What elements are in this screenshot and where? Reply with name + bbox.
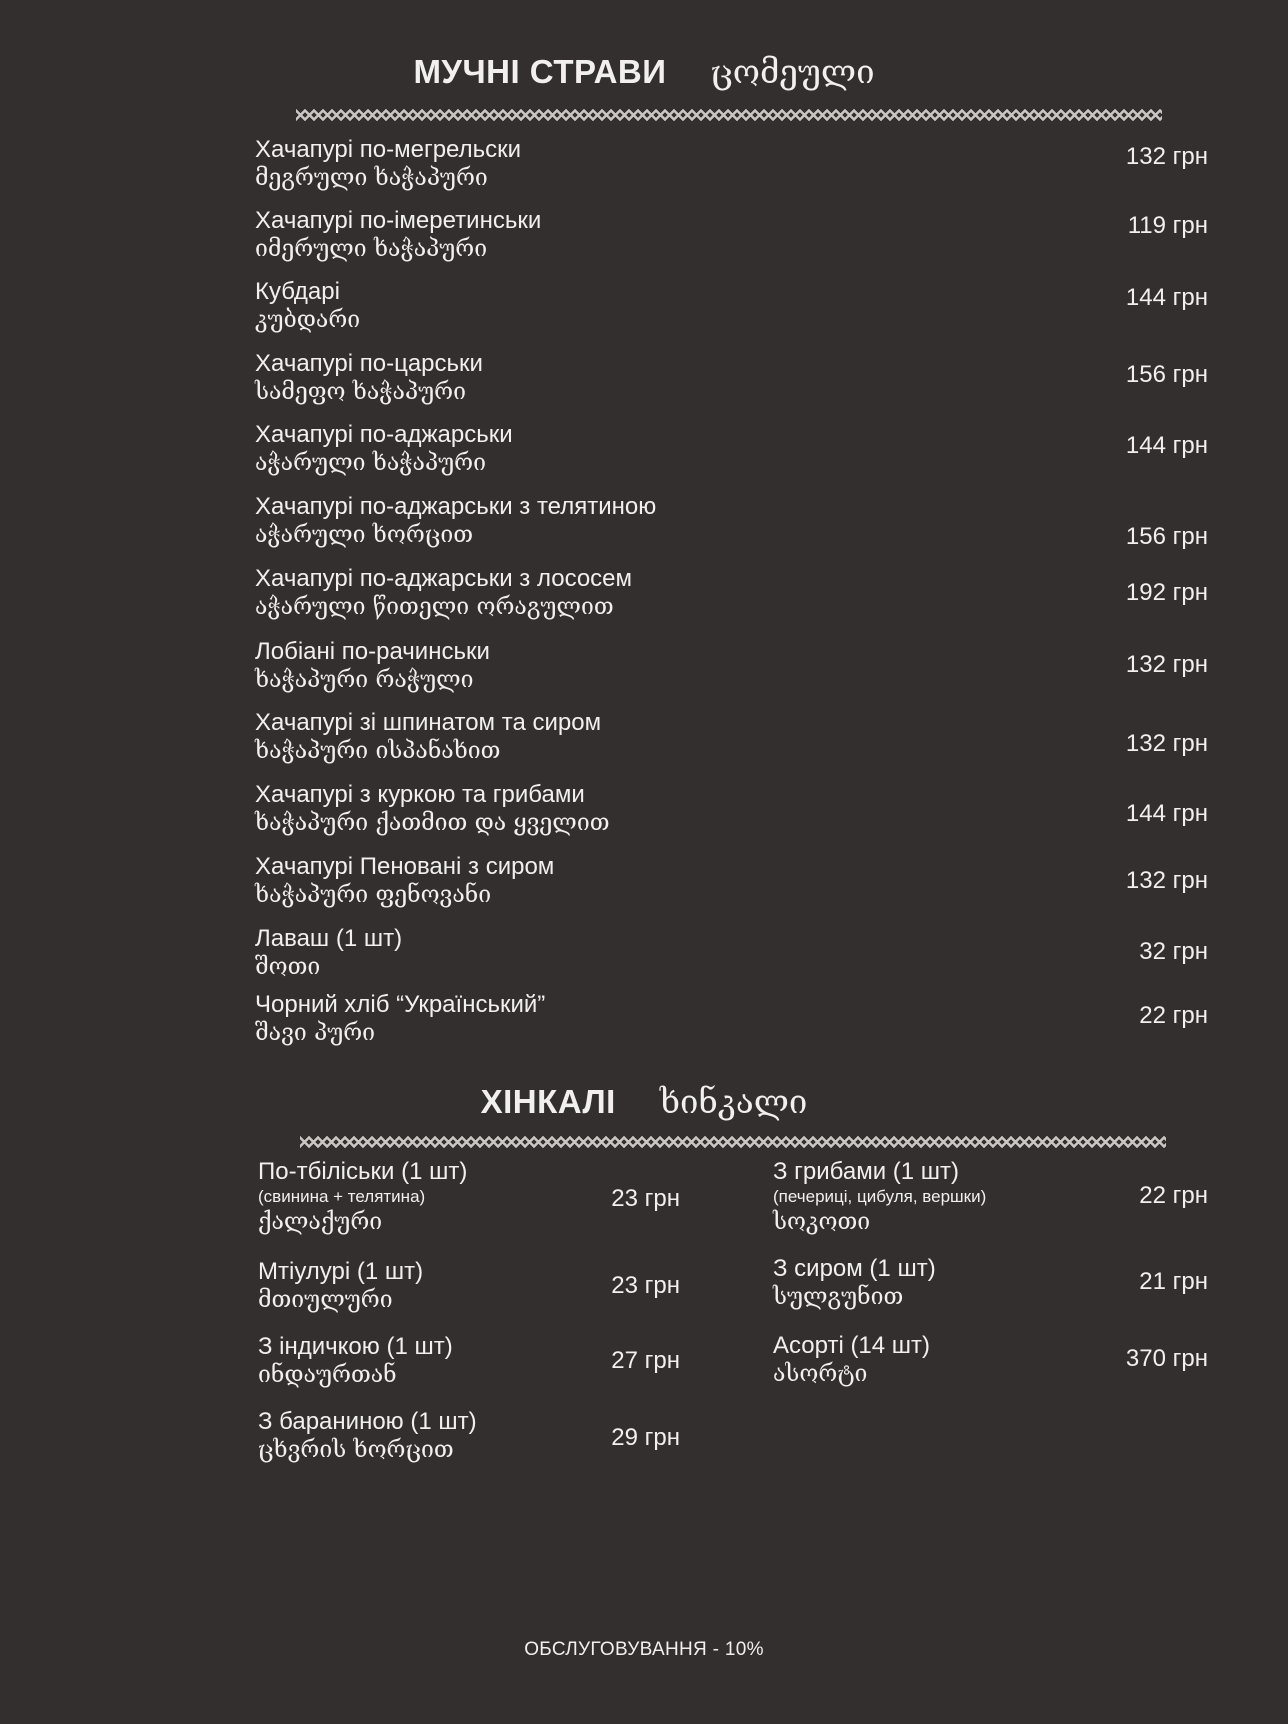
menu-item-price: 144 грн (1125, 284, 1208, 311)
menu-item-name-uk: Хачапурі по-мегрельски (255, 136, 522, 163)
menu-item-name-uk: З грибами (1 шт) (773, 1158, 960, 1185)
section-title-flour-dishes (0, 52, 1288, 91)
section-title-uk: ХІНКАЛІ (480, 1083, 616, 1120)
menu-item-name-uk: Хачапурі по-аджарськи з телятиною (255, 493, 657, 520)
menu-item-name-ka: კუბდარი (255, 307, 361, 333)
menu-item (255, 206, 541, 264)
menu-item-name-ka: სამეფო ხაჭაპური (255, 379, 466, 405)
menu-item (255, 135, 521, 193)
menu-item-price: 32 грн (1139, 938, 1208, 965)
menu-item-name-ka: აჭარული ხორცით (255, 522, 474, 548)
menu-item-price: 144 грн (1125, 432, 1208, 459)
menu-item-name-ka: ხაჭაპური ფენოვანი (255, 882, 492, 908)
menu-item (773, 1331, 930, 1389)
menu-item-price: 29 грн (611, 1424, 680, 1451)
section-title-khinkali (0, 1082, 1288, 1121)
menu-item-name-uk: Мтіулурі (1 шт) (258, 1258, 424, 1285)
menu-item-price: 156 грн (1125, 361, 1208, 388)
menu-item-name-ka: სულგუნით (773, 1284, 904, 1310)
menu-item-name-ka: შოთი (255, 954, 321, 980)
section-title-ka: ცომეული (710, 52, 875, 91)
menu-item-name-ka: აჭარული წითელი ორაგულით (255, 594, 614, 620)
menu-item-name-ka: სოკოთი (773, 1209, 871, 1235)
menu-item (255, 780, 610, 838)
menu-item (773, 1157, 986, 1237)
section-title-uk: МУЧНІ СТРАВИ (413, 53, 667, 90)
menu-item-price: 22 грн (1139, 1182, 1208, 1209)
menu-item-name-ka: იმერული ხაჭაპური (255, 236, 488, 262)
menu-item-price: 23 грн (611, 1185, 680, 1212)
menu-item (255, 420, 513, 478)
menu-item-note: (свинина + телятина) (258, 1187, 426, 1206)
menu-item (258, 1157, 467, 1237)
menu-item (255, 492, 656, 550)
menu-item-name-uk: Хачапурі по-аджарськи (255, 421, 513, 448)
menu-item-name-uk: Чорний хліб “Український” (255, 991, 546, 1018)
menu-item-name-uk: Хачапурі зі шпинатом та сиром (255, 709, 602, 736)
menu-item (255, 990, 545, 1048)
ornamental-divider (296, 109, 1162, 121)
menu-item-name-uk: Лобіані по-рачинськи (255, 638, 490, 665)
menu-item-price: 144 грн (1125, 800, 1208, 827)
menu-item (773, 1254, 936, 1312)
menu-item-name-ka: ხაჭაპური რაჭული (255, 667, 474, 693)
menu-item-name-ka: ხაჭაპური ქათმით და ყველით (255, 810, 610, 836)
menu-item-name-ka: აჭარული ხაჭაპური (255, 450, 486, 476)
menu-item-name-ka: ქალაქური (258, 1209, 383, 1235)
menu-item-note: (печериці, цибуля, вершки) (773, 1187, 987, 1206)
section-title-ka: ხინკალი (659, 1082, 808, 1121)
menu-item-name-uk: Хачапурі з куркою та грибами (255, 781, 585, 808)
menu-item (255, 564, 632, 622)
menu-item-name-uk: Кубдарі (255, 278, 340, 305)
menu-item (258, 1257, 423, 1315)
menu-item (255, 637, 490, 695)
menu-item-name-uk: З бараниною (1 шт) (258, 1408, 477, 1435)
menu-item (255, 708, 601, 766)
menu-item-price: 119 грн (1127, 212, 1208, 239)
menu-item-name-uk: З сиром (1 шт) (773, 1255, 936, 1282)
menu-item-name-ka: ხაჭაპური ისპანახით (255, 738, 501, 764)
menu-item (258, 1407, 477, 1465)
menu-item-price: 23 грн (611, 1272, 680, 1299)
menu-item-name-ka: მთიულური (258, 1287, 393, 1313)
menu-item-name-uk: Лаваш (1 шт) (255, 925, 403, 952)
menu-item-name-ka: მეგრული ხაჭაპური (255, 165, 488, 191)
menu-item (258, 1332, 453, 1390)
menu-item-name-uk: Асорті (14 шт) (773, 1332, 931, 1359)
menu-item-name-ka: ცხვრის ხორცით (258, 1437, 454, 1463)
menu-item-price: 21 грн (1139, 1268, 1208, 1295)
menu-item-name-uk: З індичкою (1 шт) (258, 1333, 453, 1360)
menu-item-name-uk: Хачапурі Пеновані з сиром (255, 853, 555, 880)
menu-item-price: 132 грн (1125, 867, 1208, 894)
menu-item (255, 852, 554, 910)
ornamental-divider (300, 1136, 1166, 1148)
menu-item-price: 156 грн (1125, 523, 1208, 550)
menu-item-price: 192 грн (1125, 579, 1208, 606)
menu-item-name-ka: შავი პური (255, 1020, 376, 1046)
menu-item-price: 132 грн (1125, 651, 1208, 678)
menu-item (255, 277, 360, 335)
menu-item (255, 924, 402, 982)
menu-item-name-uk: Хачапурі по-імеретинськи (255, 207, 542, 234)
menu-item-price: 132 грн (1125, 730, 1208, 757)
service-charge-note: ОБСЛУГОВУВАННЯ - 10% (524, 1639, 764, 1660)
menu-item-name-uk: Хачапурі по-царськи (255, 350, 483, 377)
menu-item-name-ka: ინდაურთან (258, 1362, 397, 1388)
menu-item-name-ka: ასორტი (773, 1361, 868, 1387)
menu-item-price: 22 грн (1139, 1002, 1208, 1029)
menu-item (255, 349, 483, 407)
menu-item-price: 132 грн (1125, 143, 1208, 170)
menu-item-price: 27 грн (611, 1347, 680, 1374)
menu-item-name-uk: Хачапурі по-аджарськи з лососем (255, 565, 633, 592)
menu-item-price: 370 грн (1125, 1345, 1208, 1372)
menu-item-name-uk: По-тбіліськи (1 шт) (258, 1158, 468, 1185)
